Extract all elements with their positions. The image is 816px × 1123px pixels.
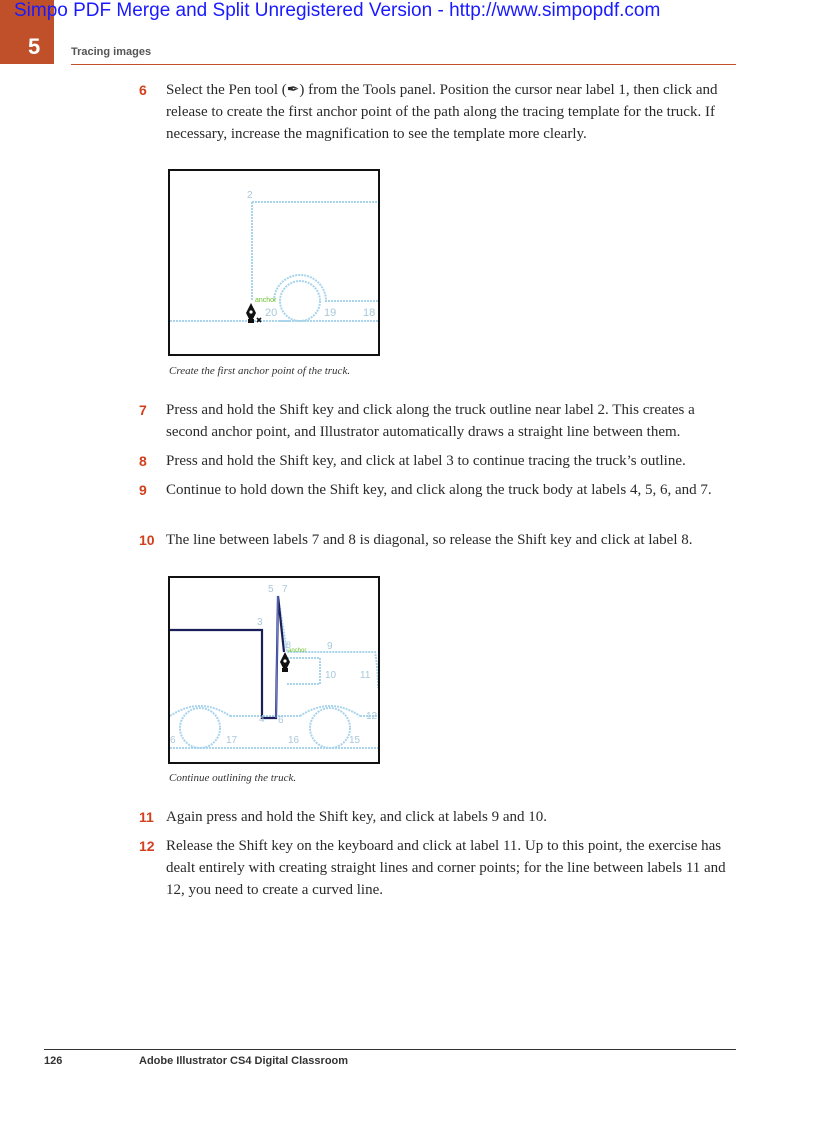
step-number: 7 (139, 402, 147, 418)
step-text: Press and hold the Shift key and click along the truck outline near label 2. This creates a second anchor point, and Illustrator automatically draws a straight line between them. (166, 402, 695, 440)
book-title: Adobe Illustrator CS4 Digital Classroom (139, 1055, 349, 1067)
pen-cursor-icon (280, 652, 290, 672)
step-number: 12 (139, 838, 155, 854)
footer-rule (44, 1049, 736, 1050)
figure-truck-outline (168, 576, 380, 764)
fig1-label-20: 20 (265, 307, 278, 319)
fig2-label-6: 6 (278, 715, 284, 726)
fig1-label-2: 2 (247, 190, 253, 201)
step-number: 10 (139, 532, 155, 548)
fig2-label-8: 8 (286, 640, 292, 650)
fig2-anchor-label: anchor (288, 648, 307, 654)
fig1-label-18: 18 (363, 307, 376, 319)
fig2-label-4: 4 (259, 714, 265, 725)
step-12 (139, 835, 739, 901)
fig2-label-11: 11 (360, 670, 371, 681)
step-number: 6 (139, 82, 147, 98)
figure-caption: Continue outlining the truck. (169, 772, 297, 784)
fig1-label-19: 19 (324, 307, 337, 319)
fig2-label-3: 3 (257, 617, 263, 628)
step-9 (139, 479, 739, 501)
step-number: 9 (139, 482, 147, 498)
step-text: The line between labels 7 and 8 is diagonal, so release the Shift key and click at label 8. (166, 532, 693, 548)
step-text: Again press and hold the Shift key, and click at labels 9 and 10. (166, 809, 548, 825)
fig2-label-7: 7 (282, 584, 288, 595)
step-number: 11 (139, 809, 154, 825)
step-8 (139, 450, 739, 472)
pen-cursor-icon (246, 303, 261, 323)
fig2-label-12: 12 (366, 711, 378, 722)
figure-truck-first-anchor (168, 169, 380, 356)
watermark-text: Simpo PDF Merge and Split Unregistered Version - http://www.simpopdf.com (14, 0, 661, 21)
truck-outline-illustration (170, 578, 378, 762)
header-rule (71, 64, 736, 65)
step-7 (139, 399, 739, 443)
fig2-label-5: 5 (268, 584, 274, 595)
fig2-label-9: 9 (327, 641, 333, 652)
fig2-label-15: 15 (349, 735, 361, 746)
step-text: Release the Shift key on the keyboard and click at label 11. Up to this point, the exercise has dealt entirely with creating straight lines and corner points; for the line between labels 11 and 12, you need to create a curved line. (166, 838, 726, 898)
step-number: 8 (139, 453, 147, 469)
step-text: Press and hold the Shift key, and click at label 3 to continue tracing the truck’s outline. (166, 453, 686, 469)
page-number: 126 (44, 1055, 63, 1067)
fig2-label-10: 10 (325, 670, 337, 681)
fig1-anchor-label: anchor (255, 297, 277, 304)
chapter-number: 5 (28, 34, 41, 59)
step-11 (139, 806, 739, 828)
truck-template-illustration (170, 171, 378, 354)
running-header: Tracing images (71, 46, 152, 58)
step-10 (139, 529, 739, 551)
fig2-label-16: 16 (288, 735, 300, 746)
step-6 (139, 79, 739, 145)
step-text: Select the Pen tool (✒) from the Tools panel. Position the cursor near label 1, then click and release to create the first anchor point of the path along the tracing template for the truck. If necessary, increase the magnification to see the template more clearly. (166, 82, 718, 142)
figure-caption: Create the first anchor point of the truck. (169, 365, 351, 377)
step-text: Continue to hold down the Shift key, and click along the truck body at labels 4, 5, 6, and 7. (166, 482, 712, 498)
fig2-label-17: 17 (226, 735, 238, 746)
fig2-label-6b: 6 (170, 735, 176, 746)
